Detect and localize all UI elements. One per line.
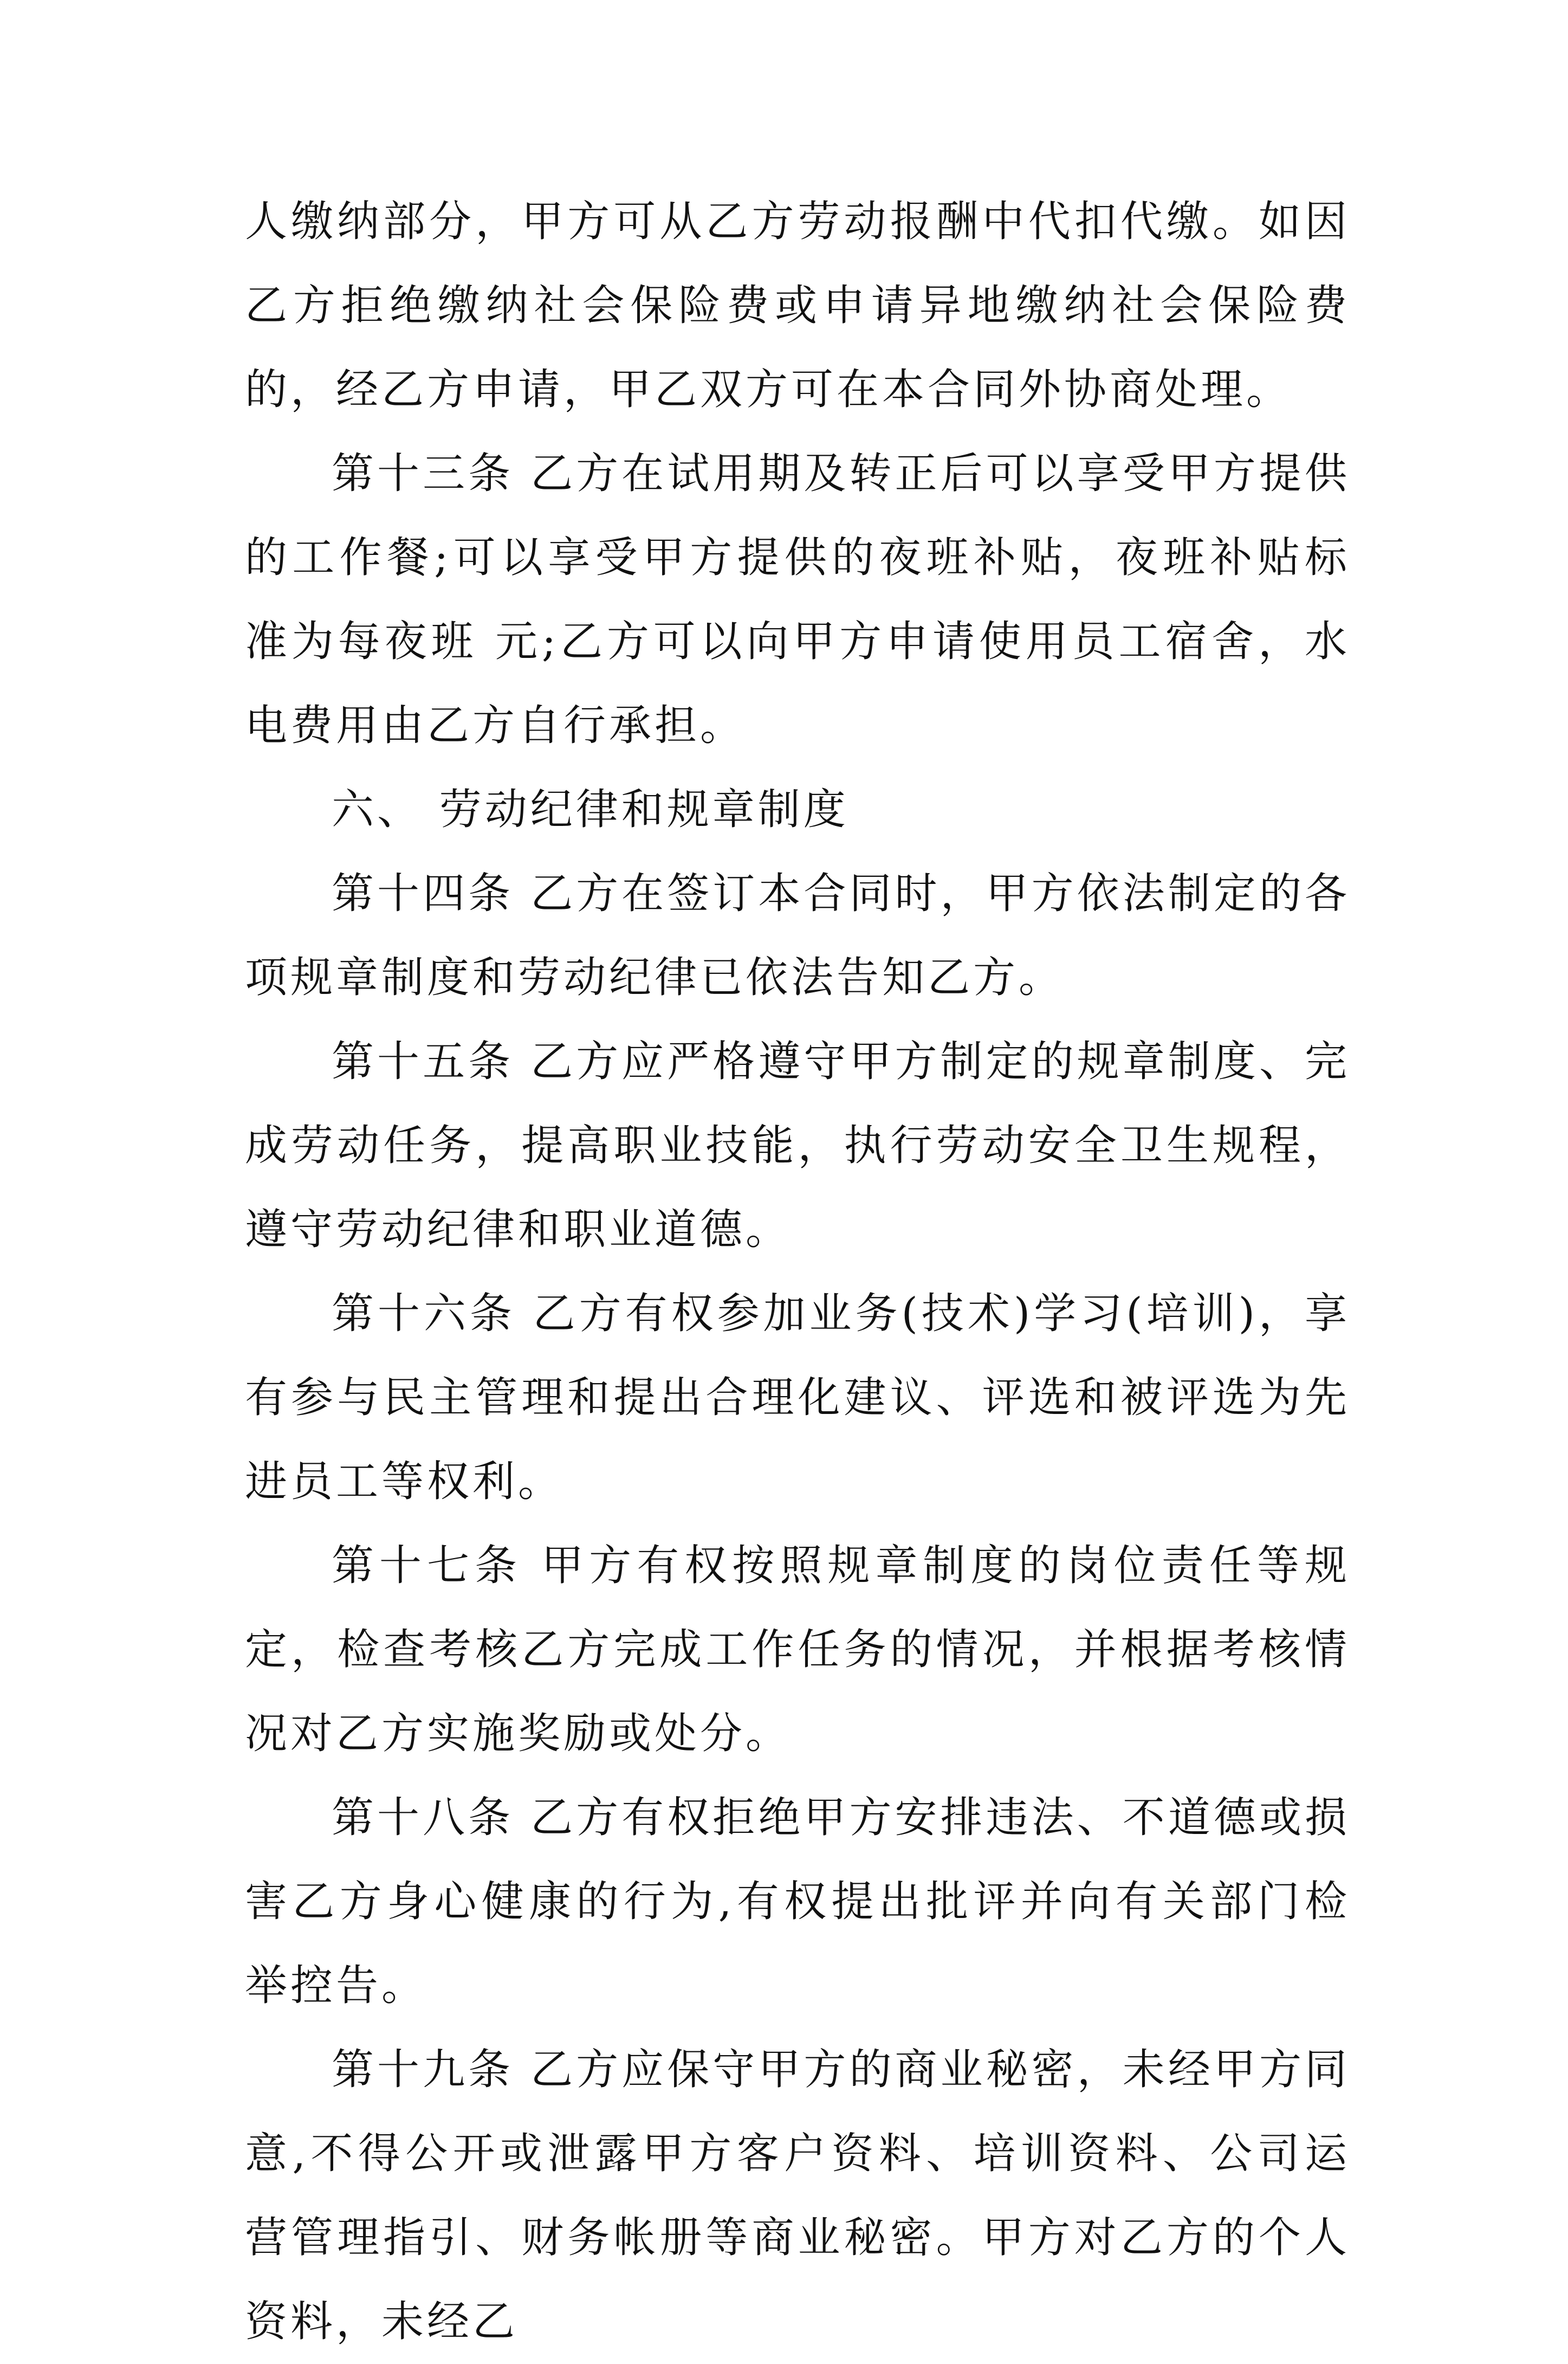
paragraph-article-17: 第十七条 甲方有权按照规章制度的岗位责任等规定，检查考核乙方完成工作任务的情况，并根据考核情况对乙方实施奖励或处分。 [245, 1541, 1350, 1758]
document-body [245, 180, 1350, 2364]
paragraph-article-13: 第十三条 乙方在试用期及转正后可以享受甲方提供的工作餐;可以享受甲方提供的夜班补贴，夜班补贴标准为每夜班 元;乙方可以向甲方申请使用员工宿舍，水电费用由乙方自行承担。 [245, 449, 1350, 750]
paragraph-1: 人缴纳部分，甲方可从乙方劳动报酬中代扣代缴。如因乙方拒绝缴纳社会保险费或申请异地缴纳社会保险费的，经乙方申请，甲乙双方可在本合同外协商处理。 [245, 197, 1350, 414]
paragraph-article-16: 第十六条 乙方有权参加业务(技术)学习(培训)，享有参与民主管理和提出合理化建议、评选和被评选为先进员工等权利。 [245, 1289, 1350, 1506]
paragraph-article-18: 第十八条 乙方有权拒绝甲方安排违法、不道德或损害乙方身心健康的行为,有权提出批评并向有关部门检举控告。 [245, 1793, 1350, 2010]
section-heading-6: 六、 劳动纪律和规章制度 [332, 785, 849, 834]
paragraph-article-14: 第十四条 乙方在签订本合同时，甲方依法制定的各项规章制度和劳动纪律已依法告知乙方。 [245, 869, 1350, 1002]
paragraph-article-15: 第十五条 乙方应严格遵守甲方制定的规章制度、完成劳动任务，提高职业技能，执行劳动安全卫生规程，遵守劳动纪律和职业道德。 [245, 1037, 1350, 1254]
paragraph-article-19: 第十九条 乙方应保守甲方的商业秘密，未经甲方同意,不得公开或泄露甲方客户资料、培训资料、公司运营管理指引、财务帐册等商业秘密。甲方对乙方的个人资料，未经乙 [245, 2045, 1350, 2346]
